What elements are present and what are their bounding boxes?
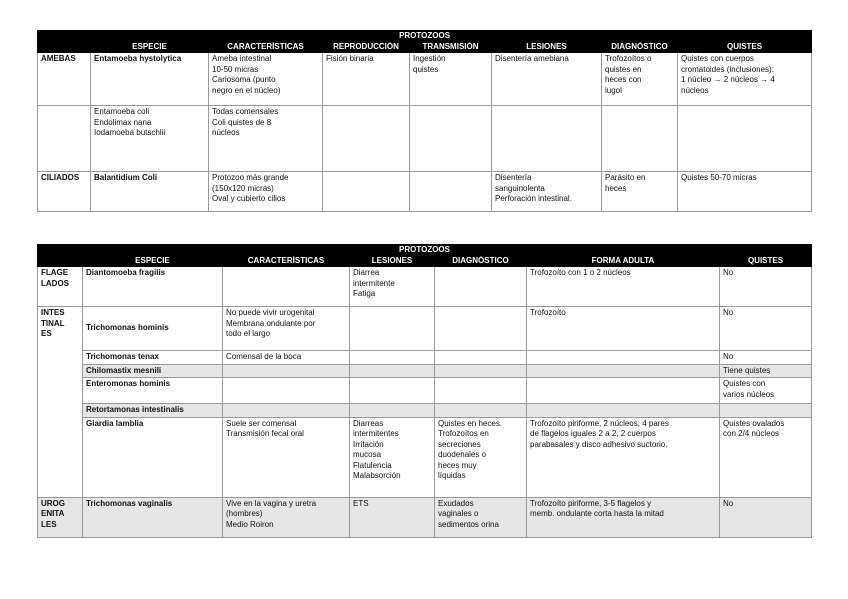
cell-line: mucosa (353, 450, 382, 459)
table1-header-quistes: QUISTES (678, 42, 812, 53)
table1-header-caracteristicas: CARACTERÍSTICAS (209, 42, 323, 53)
cell-line: parabasales y disco adhesivo suctorio. (530, 439, 668, 449)
cell-line: Comensal de la boca (226, 352, 302, 361)
cell-line: intermitente (353, 278, 395, 288)
table-row (38, 351, 812, 365)
category-cell (38, 351, 83, 365)
diagnostico-cell (602, 172, 678, 212)
cell-line: No (723, 308, 734, 317)
species-name: Chilomastix mesnili (86, 365, 162, 375)
caracteristicas-cell (209, 106, 323, 172)
table-row (38, 378, 812, 404)
quistes-cell (720, 364, 812, 378)
table2-header-caracteristicas: CARACTERÍSTICAS (223, 256, 350, 267)
species-name: Iodamoeba butschlii (94, 128, 166, 137)
cell-line: vaginales o (438, 509, 479, 518)
cell-line: Trofozoítos en (438, 429, 489, 438)
cell-line: lugol (605, 85, 622, 95)
species-name: Entamoeba coli (94, 107, 150, 116)
species-name: Enteromonas hominis (86, 379, 171, 388)
lesiones-cell (350, 497, 435, 537)
quistes-cell (678, 53, 812, 106)
cell-line: Parásito en (605, 173, 646, 182)
lesiones-cell (492, 53, 602, 106)
cell-line: Trofozoíto con 1 o 2 núcleos (530, 268, 631, 277)
table-row (38, 364, 812, 378)
cell-line: Quistes con (723, 379, 766, 388)
reproduccion-cell (323, 106, 410, 172)
caracteristicas-cell (223, 404, 350, 418)
transmision-cell (410, 172, 492, 212)
lesiones-cell (350, 378, 435, 404)
category-label: ENITA (41, 509, 65, 518)
cell-line: Trofozoíto piriforme, 2 núcleos, 4 pares (530, 418, 669, 428)
species-cell (83, 364, 223, 378)
category-label: UROG (41, 498, 65, 508)
cell-line: Quistes 50-70 micras (681, 173, 757, 182)
cell-line: Diarrea (353, 268, 380, 277)
reproduccion-cell (323, 53, 410, 106)
species-cell (91, 53, 209, 106)
category-label: TINAL (41, 318, 65, 328)
cell-line: memb. ondulante corta hasta la mitad (530, 509, 664, 518)
cell-line: Quistes en heces. (438, 418, 503, 428)
species-cell (83, 417, 223, 497)
cell-line: Cariosoma (punto (212, 75, 276, 84)
cell-line: secreciones (438, 439, 481, 449)
diagnostico-cell (435, 364, 527, 378)
table-row (38, 307, 812, 351)
table-row (38, 267, 812, 307)
table2-header-blank (38, 256, 83, 267)
table2-header-row (38, 256, 812, 267)
transmision-cell (410, 106, 492, 172)
cell-line: quistes (413, 64, 439, 74)
caracteristicas-cell (223, 417, 350, 497)
cell-line: Protozoo más grande (212, 173, 289, 182)
species-name: Retortamonas intestinalis (86, 405, 184, 414)
quistes-cell (720, 404, 812, 418)
quistes-cell (720, 267, 812, 307)
species-name: Balantidium Coli (94, 173, 158, 182)
table-row (38, 172, 812, 212)
cell-line: Membrana ondulante por (226, 318, 316, 328)
caracteristicas-cell (209, 172, 323, 212)
cell-line: Fisión binaria (326, 54, 374, 63)
table1-title: PROTOZOOS (38, 31, 812, 42)
cell-line: quistes en (605, 64, 642, 74)
quistes-cell (720, 417, 812, 497)
cell-line: ETS (353, 498, 369, 508)
table-row (38, 417, 812, 497)
cell-line: Ameba intestinal (212, 54, 272, 63)
cell-line: sanguinolenta (495, 183, 545, 193)
forma-adulta-cell (527, 497, 720, 537)
table2-header-diagnostico: DIAGNÓSTICO (435, 256, 527, 267)
cell-line: Quistes con cuerpos (681, 54, 754, 63)
quistes-cell (720, 497, 812, 537)
table-row (38, 53, 812, 106)
cell-line: (hombres) (226, 509, 263, 518)
category-label: LADOS (41, 278, 69, 288)
table1-header-blank (38, 42, 91, 53)
cell-line: Flatulencia (353, 460, 392, 470)
lesiones-cell (350, 364, 435, 378)
species-cell (83, 307, 223, 351)
category-cell (38, 106, 91, 172)
cell-line: Disentería (495, 173, 532, 182)
cell-line: sedimentos orina (438, 519, 499, 529)
cell-line: Irritación (353, 439, 384, 449)
table1-header-reproduccion: REPRODUCCIÓN (323, 42, 410, 53)
species-cell (83, 497, 223, 537)
category-cell (38, 307, 83, 351)
category-label: FLAGE (41, 268, 69, 277)
table2-header-lesiones: LESIONES (350, 256, 435, 267)
forma-adulta-cell (527, 267, 720, 307)
table1-header-diagnostico: DIAGNÓSTICO (602, 42, 678, 53)
species-cell (83, 378, 223, 404)
cell-line: 1 núcleo → 2 núcleos → 4 (681, 75, 775, 84)
forma-adulta-cell (527, 364, 720, 378)
diagnostico-cell (602, 106, 678, 172)
cell-line: heces muy (438, 460, 477, 470)
species-name: Giardia lamblia (86, 418, 144, 428)
cell-line: núcleos (681, 85, 709, 95)
cell-line: Trofozoíto piriforme, 3-5 flagelos y (530, 498, 652, 508)
forma-adulta-cell (527, 307, 720, 351)
cell-line: Trofozoítos o (605, 54, 652, 63)
category-cell (38, 404, 83, 418)
cell-line: varios núcleos (723, 389, 775, 399)
species-name: Diantomoeba fragilis (86, 268, 166, 277)
cell-line: Fatiga (353, 289, 376, 298)
lesiones-cell (350, 417, 435, 497)
cell-line: (150x120 micras) (212, 183, 274, 193)
category-cell (38, 364, 83, 378)
table-row (38, 497, 812, 537)
table1-title-row (38, 31, 812, 42)
lesiones-cell (492, 106, 602, 172)
table1-header-especie: ESPECIE (91, 42, 209, 53)
cell-line: de flagelos iguales 2 a 2, 2 cuerpos (530, 429, 656, 438)
cell-line: Vive en la vagina y uretra (226, 498, 317, 508)
species-cell (83, 267, 223, 307)
cell-line: Disentería amebiana (495, 54, 569, 63)
cell-line: No (723, 498, 734, 508)
species-name: Endolimax nana (94, 117, 152, 127)
category-label: LES (41, 519, 57, 529)
caracteristicas-cell (223, 267, 350, 307)
cell-line: Oval y cubierto cilios (212, 194, 286, 203)
diagnostico-cell (435, 267, 527, 307)
quistes-cell (720, 307, 812, 351)
category-cell (38, 417, 83, 497)
table2-title: PROTOZOOS (38, 245, 812, 256)
lesiones-cell (350, 404, 435, 418)
caracteristicas-cell (223, 497, 350, 537)
category-cell (38, 497, 83, 537)
forma-adulta-cell (527, 378, 720, 404)
forma-adulta-cell (527, 351, 720, 365)
cell-line: Transmisión fecal oral (226, 429, 304, 438)
cell-line: Exudados (438, 498, 474, 508)
cell-line: núcleos (212, 128, 240, 137)
species-cell (91, 172, 209, 212)
lesiones-cell (492, 172, 602, 212)
table1-header-transmision: TRANSMISIÓN (410, 42, 492, 53)
diagnostico-cell (435, 307, 527, 351)
cell-line: Trofozoíto (530, 308, 566, 317)
cell-line: Todas comensales (212, 107, 279, 116)
cell-line: líquidas (438, 471, 466, 480)
lesiones-cell (350, 267, 435, 307)
cell-line: Diarreas (353, 418, 384, 428)
cell-line: con 2/4 núcleos (723, 429, 780, 438)
category-cell (38, 172, 91, 212)
table2-header-quistes: QUISTES (720, 256, 812, 267)
cell-line: todo el largo (226, 329, 271, 338)
category-cell (38, 53, 91, 106)
diagnostico-cell (435, 417, 527, 497)
diagnostico-cell (435, 404, 527, 418)
quistes-cell (720, 378, 812, 404)
quistes-cell (678, 106, 812, 172)
cell-line: heces (605, 183, 627, 193)
table-row (38, 404, 812, 418)
cell-line: Quistes ovalados (723, 418, 785, 428)
species-cell (91, 106, 209, 172)
caracteristicas-cell (223, 351, 350, 365)
cell-line: Coli quistes de 8 (212, 117, 272, 127)
lesiones-cell (350, 307, 435, 351)
species-name: Trichomonas hominis (86, 323, 169, 333)
cell-line: cromatoides (inclusiones): (681, 64, 774, 74)
category-label: ES (41, 329, 52, 338)
cell-line: intermitentes (353, 429, 399, 438)
table1-header-lesiones: LESIONES (492, 42, 602, 53)
cell-line: Ingestión (413, 54, 446, 63)
species-name: Trichomonas vaginalis (86, 498, 173, 508)
forma-adulta-cell (527, 417, 720, 497)
reproduccion-cell (323, 172, 410, 212)
species-cell (83, 404, 223, 418)
table1-header-row (38, 42, 812, 53)
table2-header-forma-adulta: FORMA ADULTA (527, 256, 720, 267)
diagnostico-cell (435, 497, 527, 537)
table2-header-especie: ESPECIE (83, 256, 223, 267)
caracteristicas-cell (223, 378, 350, 404)
cell-line: Suele ser comensal (226, 418, 297, 428)
cell-line: heces con (605, 75, 642, 84)
caracteristicas-cell (209, 53, 323, 106)
cell-line: No puede vivir urogenital (226, 308, 315, 317)
category-cell (38, 267, 83, 307)
table2-title-row (38, 245, 812, 256)
diagnostico-cell (602, 53, 678, 106)
category-label: CILIADOS (41, 173, 80, 182)
cell-line: Tiene quistes (723, 365, 771, 375)
quistes-cell (678, 172, 812, 212)
cell-line: 10-50 micras (212, 64, 259, 74)
protozoos-table-2 (37, 244, 812, 538)
diagnostico-cell (435, 351, 527, 365)
cell-line: No (723, 352, 734, 361)
cell-line: Malabsorción (353, 471, 401, 480)
quistes-cell (720, 351, 812, 365)
category-label: INTES (41, 308, 65, 317)
cell-line: duodenales o (438, 450, 487, 459)
caracteristicas-cell (223, 307, 350, 351)
protozoos-table-1 (37, 30, 812, 212)
transmision-cell (410, 53, 492, 106)
species-cell (83, 351, 223, 365)
diagnostico-cell (435, 378, 527, 404)
forma-adulta-cell (527, 404, 720, 418)
species-name: Entamoeba hystolytica (94, 54, 182, 63)
cell-line: negro en el núcleo) (212, 85, 281, 95)
lesiones-cell (350, 351, 435, 365)
species-name: Trichomonas tenax (86, 352, 159, 361)
cell-line: Perforación intestinal. (495, 194, 572, 203)
caracteristicas-cell (223, 364, 350, 378)
category-cell (38, 378, 83, 404)
cell-line: No (723, 268, 734, 277)
category-label: AMEBAS (41, 54, 76, 63)
cell-line: Medio Roiron (226, 519, 274, 529)
table-row (38, 106, 812, 172)
